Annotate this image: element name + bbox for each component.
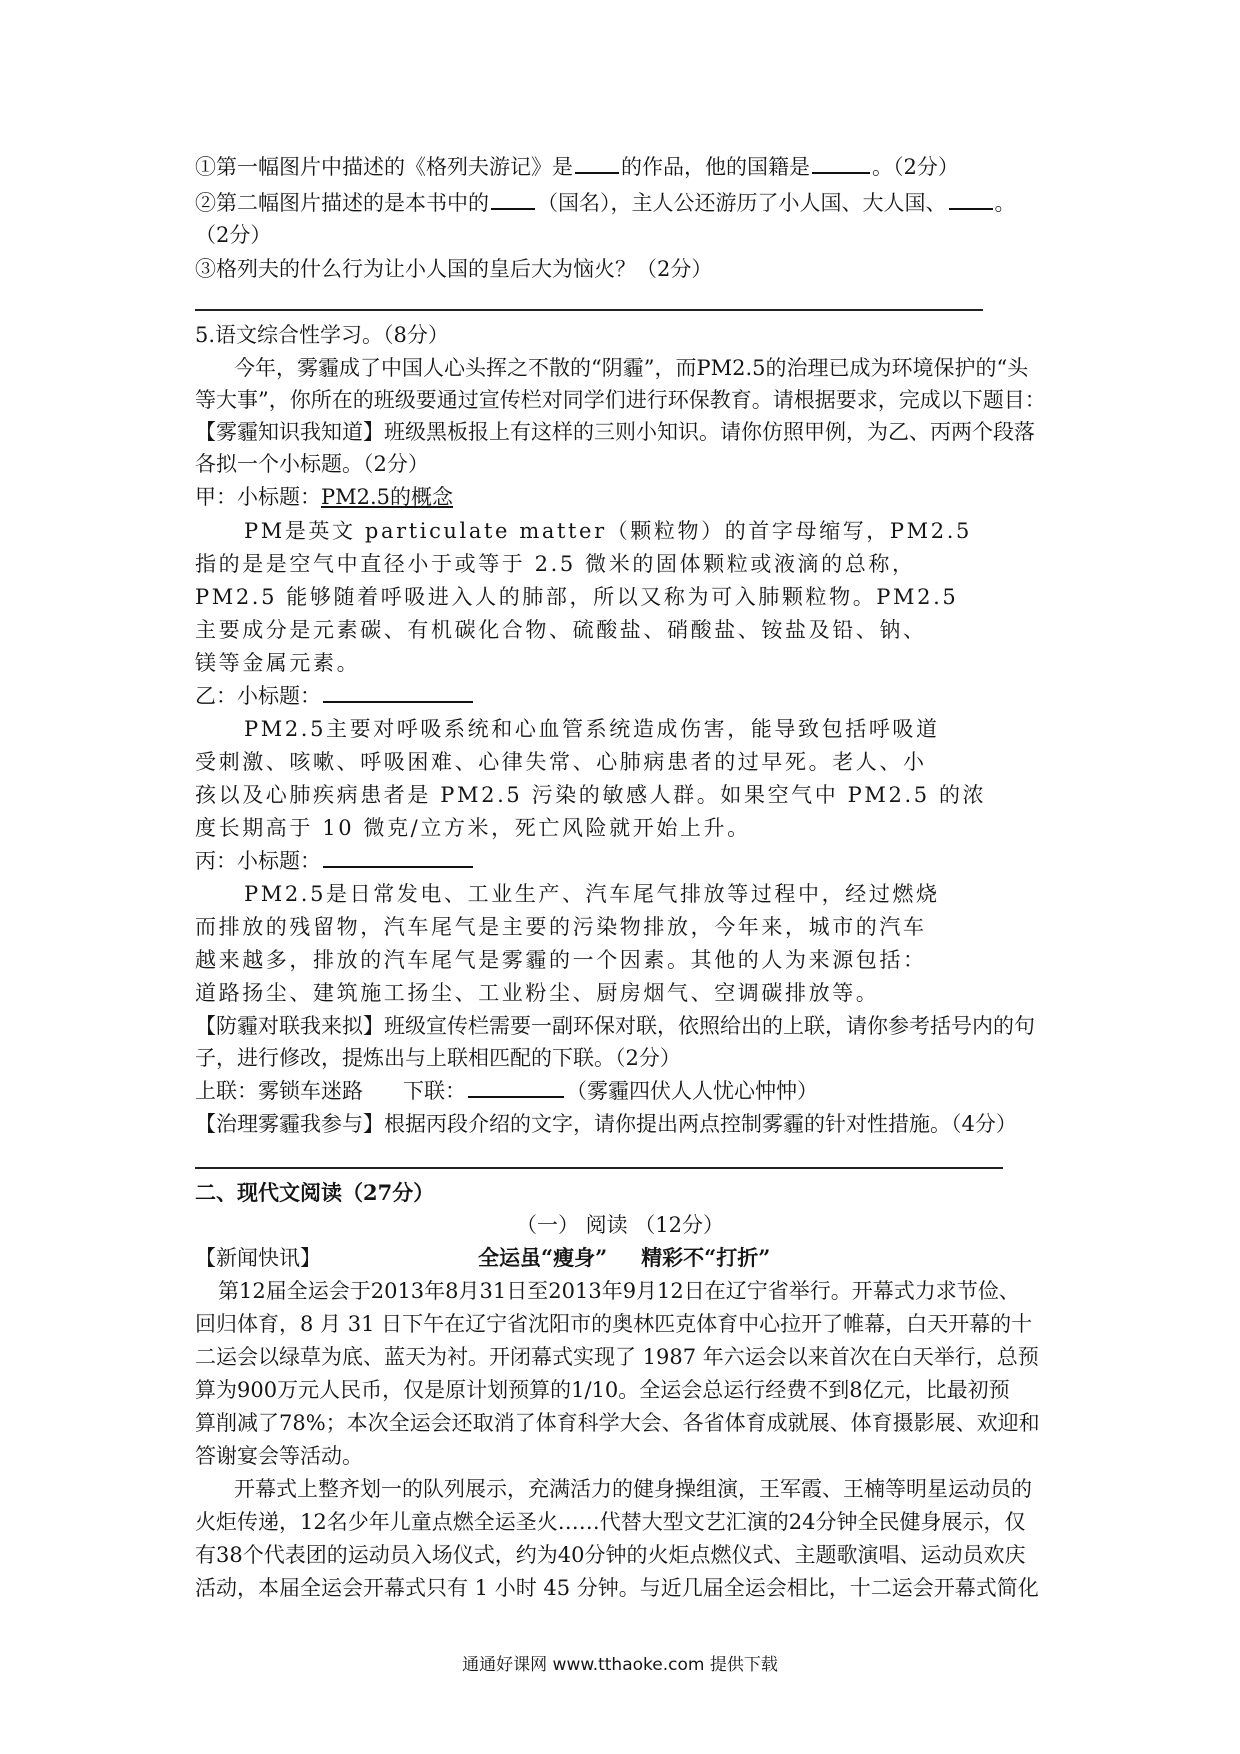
jia-line: 主要成分是元素碳、有机碳化合物、硫酸盐、硝酸盐、铵盐及铅、钠、 xyxy=(195,618,927,642)
q5-task2-line1: 【防霾对联我来拟】班级宣传栏需要一副环保对联，依照给出的上联，请你参考括号内的句 xyxy=(195,1014,1035,1038)
q4-sub3: ③格列夫的什么行为让小人国的皇后大为恼火？（2分） xyxy=(195,257,713,281)
yi-line: 孩以及心肺疾病患者是 PM2.5 污染的敏感人群。如果空气中 PM2.5 的浓 xyxy=(195,783,987,807)
yi-title-blank[interactable] xyxy=(323,681,473,703)
answer-blank[interactable] xyxy=(812,152,870,174)
q5-task3: 【治理雾霾我参与】根据丙段介绍的文字，请你提出两点控制雾霾的针对性措施。（4分） xyxy=(195,1112,1017,1136)
jia-line: PM是英文 particulate matter（颗粒物）的首字母缩写，PM2.5 xyxy=(244,519,972,543)
news-tag: 【新闻快讯】 xyxy=(195,1246,321,1270)
jia-title: PM2.5的概念 xyxy=(321,485,454,509)
yi-line: 度长期高于 10 微克/立方米，死亡风险就开始上升。 xyxy=(195,816,751,840)
q4-sub2-post: 。 xyxy=(994,191,1016,215)
q5-title: 5.语文综合性学习。（8分） xyxy=(195,323,449,347)
q5-task1-line1: 【雾霾知识我知道】班级黑板报上有这样的三则小知识。请你仿照甲例，为乙、丙两个段落 xyxy=(195,420,1035,444)
article-line: 开幕式上整齐划一的队列展示，充满活力的健身操组演，王军霞、王楠等明星运动员的 xyxy=(234,1477,1032,1501)
bing-label: 丙：小标题： xyxy=(195,849,321,873)
q4-sub2-mid: （国名），主人公还游历了小人国、大人国、 xyxy=(537,191,947,215)
news-headline xyxy=(478,1243,770,1273)
news-header xyxy=(195,1243,321,1273)
article-line: 二运会以绿草为底、蓝天为衬。开闭幕式实现了 1987 年六运会以来首次在白天举行，总预 xyxy=(195,1345,1039,1369)
q4-sub1-mid: 的作品，他的国籍是 xyxy=(621,155,810,179)
bing-line: 道路扬尘、建筑施工扬尘、工业粉尘、厨房烟气、空调碳排放等。 xyxy=(195,981,880,1005)
bing-line: PM2.5是日常发电、工业生产、汽车尾气排放等过程中，经过燃烧 xyxy=(244,882,940,906)
couplet-upper: 上联：雾锁车迷路 xyxy=(195,1079,363,1103)
article-line: 算削减了78%；本次全运会还取消了体育科学大会、各省体育成就展、体育摄影展、欢迎和 xyxy=(195,1411,1040,1435)
q4-sub1 xyxy=(195,152,959,182)
bing-heading xyxy=(195,846,475,876)
article-line: 火炬传递，12名少年儿童点燃全运圣火……代替大型文艺汇演的24分钟全民健身展示，仅 xyxy=(195,1510,1026,1534)
yi-line: 受刺激、咳嗽、呼吸困难、心律失常、心肺病患者的过早死。老人、小 xyxy=(195,750,927,774)
article-line: 活动，本届全运会开幕式只有 1 小时 45 分钟。与近几届全运会相比，十二运会开幕式简化 xyxy=(195,1576,1039,1600)
answer-blank[interactable] xyxy=(491,188,535,210)
yi-heading xyxy=(195,681,475,711)
bing-line: 而排放的残留物，汽车尾气是主要的污染物排放，今年来，城市的汽车 xyxy=(195,915,927,939)
reading-subheading: （一） 阅读 （12分） xyxy=(515,1213,725,1237)
q4-sub2 xyxy=(195,188,1016,218)
q4-sub2-score: （2分） xyxy=(195,223,272,247)
yi-line: PM2.5主要对呼吸系统和心血管系统造成伤害，能导致包括呼吸道 xyxy=(244,717,940,741)
jia-heading xyxy=(195,482,453,512)
headline-part1: 全运虽“瘦身” xyxy=(478,1245,608,1270)
answer-line[interactable] xyxy=(195,309,983,311)
q5-intro-line2: 等大事”，你所在的班级要通过宣传栏对同学们进行环保教育。请根据要求，完成以下题目： xyxy=(195,388,1046,412)
couplet-row xyxy=(195,1076,818,1106)
q5-task2-line2: 子，进行修改，提炼出与上联相匹配的下联。（2分） xyxy=(195,1046,681,1070)
yi-label: 乙：小标题： xyxy=(195,684,321,708)
couplet-lower-blank[interactable] xyxy=(468,1076,564,1098)
article-line: 答谢宴会等活动。 xyxy=(195,1444,363,1468)
answer-blank[interactable] xyxy=(575,152,619,174)
q4-sub2-text: ②第二幅图片描述的是本书中的 xyxy=(195,191,489,215)
page-footer: 通通好课网 www.tthaoke.com 提供下载 xyxy=(462,1655,778,1675)
jia-line: PM2.5 能够随着呼吸进入人的肺部，所以又称为可入肺颗粒物。PM2.5 xyxy=(195,585,959,609)
jia-line: 指的是是空气中直径小于或等于 2.5 微米的固体颗粒或液滴的总称， xyxy=(195,552,916,576)
q4-sub1-text: ①第一幅图片中描述的《格列夫游记》是 xyxy=(195,155,573,179)
bing-title-blank[interactable] xyxy=(323,846,473,868)
headline-part2: 精彩不“打折” xyxy=(641,1245,771,1270)
article-line: 回归体育，8 月 31 日下午在辽宁省沈阳市的奥林匹克体育中心拉开了帷幕，白天开幕的十 xyxy=(195,1312,1033,1336)
jia-line: 镁等金属元素。 xyxy=(195,651,361,675)
q4-sub1-post: 。（2分） xyxy=(872,155,959,179)
couplet-lower-label: 下联： xyxy=(403,1079,466,1103)
article-line: 第12届全运会于2013年8月31日至2013年9月12日在辽宁省举行。开幕式力求节俭、 xyxy=(218,1279,1020,1303)
q5-task1-line2: 各拟一个小标题。（2分） xyxy=(195,452,429,476)
article-line: 算为900万元人民币，仅是原计划预算的1/10。全运会总运行经费不到8亿元，比最初预 xyxy=(195,1378,1010,1402)
answer-blank[interactable] xyxy=(949,188,993,210)
article-line: 有38个代表团的运动员入场仪式，约为40分钟的火炬点燃仪式、主题歌演唱、运动员欢庆 xyxy=(195,1543,1026,1567)
jia-label: 甲：小标题： xyxy=(195,485,321,509)
q5-intro-line1: 今年，雾霾成了中国人心头挥之不散的“阴霾”，而PM2.5的治理已成为环境保护的“头 xyxy=(234,356,1029,380)
bing-line: 越来越多，排放的汽车尾气是雾霾的一个因素。其他的人为来源包括： xyxy=(195,948,927,972)
couplet-hint: （雾霾四伏人人忧心忡忡） xyxy=(566,1079,818,1103)
answer-line[interactable] xyxy=(195,1167,1003,1169)
section2-heading: 二、现代文阅读（27分） xyxy=(195,1180,435,1205)
